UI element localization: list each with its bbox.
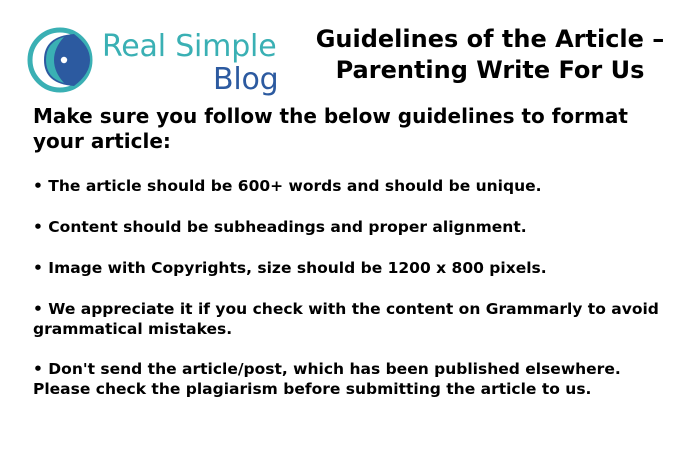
page-title: Guidelines of the Article – Parenting Write For Us: [315, 25, 665, 84]
guideline-item-word-count: • The article should be 600+ words and should be unique.: [33, 177, 542, 195]
guidelines-list: [33, 176, 673, 399]
guideline-item-grammarly: • We appreciate it if you check with the content on Grammarly to avoid grammatical mistakes.: [33, 300, 659, 338]
guideline-item-plagiarism: • Don't send the article/post, which has been published elsewhere. Please check the plagiarism before submitting the article to us.: [33, 360, 621, 398]
logo-text-line2: Blog: [213, 62, 279, 97]
guideline-item-image-size: • Image with Copyrights, size should be 1200 x 800 pixels.: [33, 259, 547, 277]
guidelines-intro: Make sure you follow the below guidelines to format your article:: [33, 104, 628, 153]
logo-text-line1: Real Simple: [102, 29, 277, 64]
guideline-item-subheadings: • Content should be subheadings and proper alignment.: [33, 218, 527, 236]
eye-logo-icon: [24, 24, 96, 96]
site-logo[interactable]: [24, 24, 286, 96]
